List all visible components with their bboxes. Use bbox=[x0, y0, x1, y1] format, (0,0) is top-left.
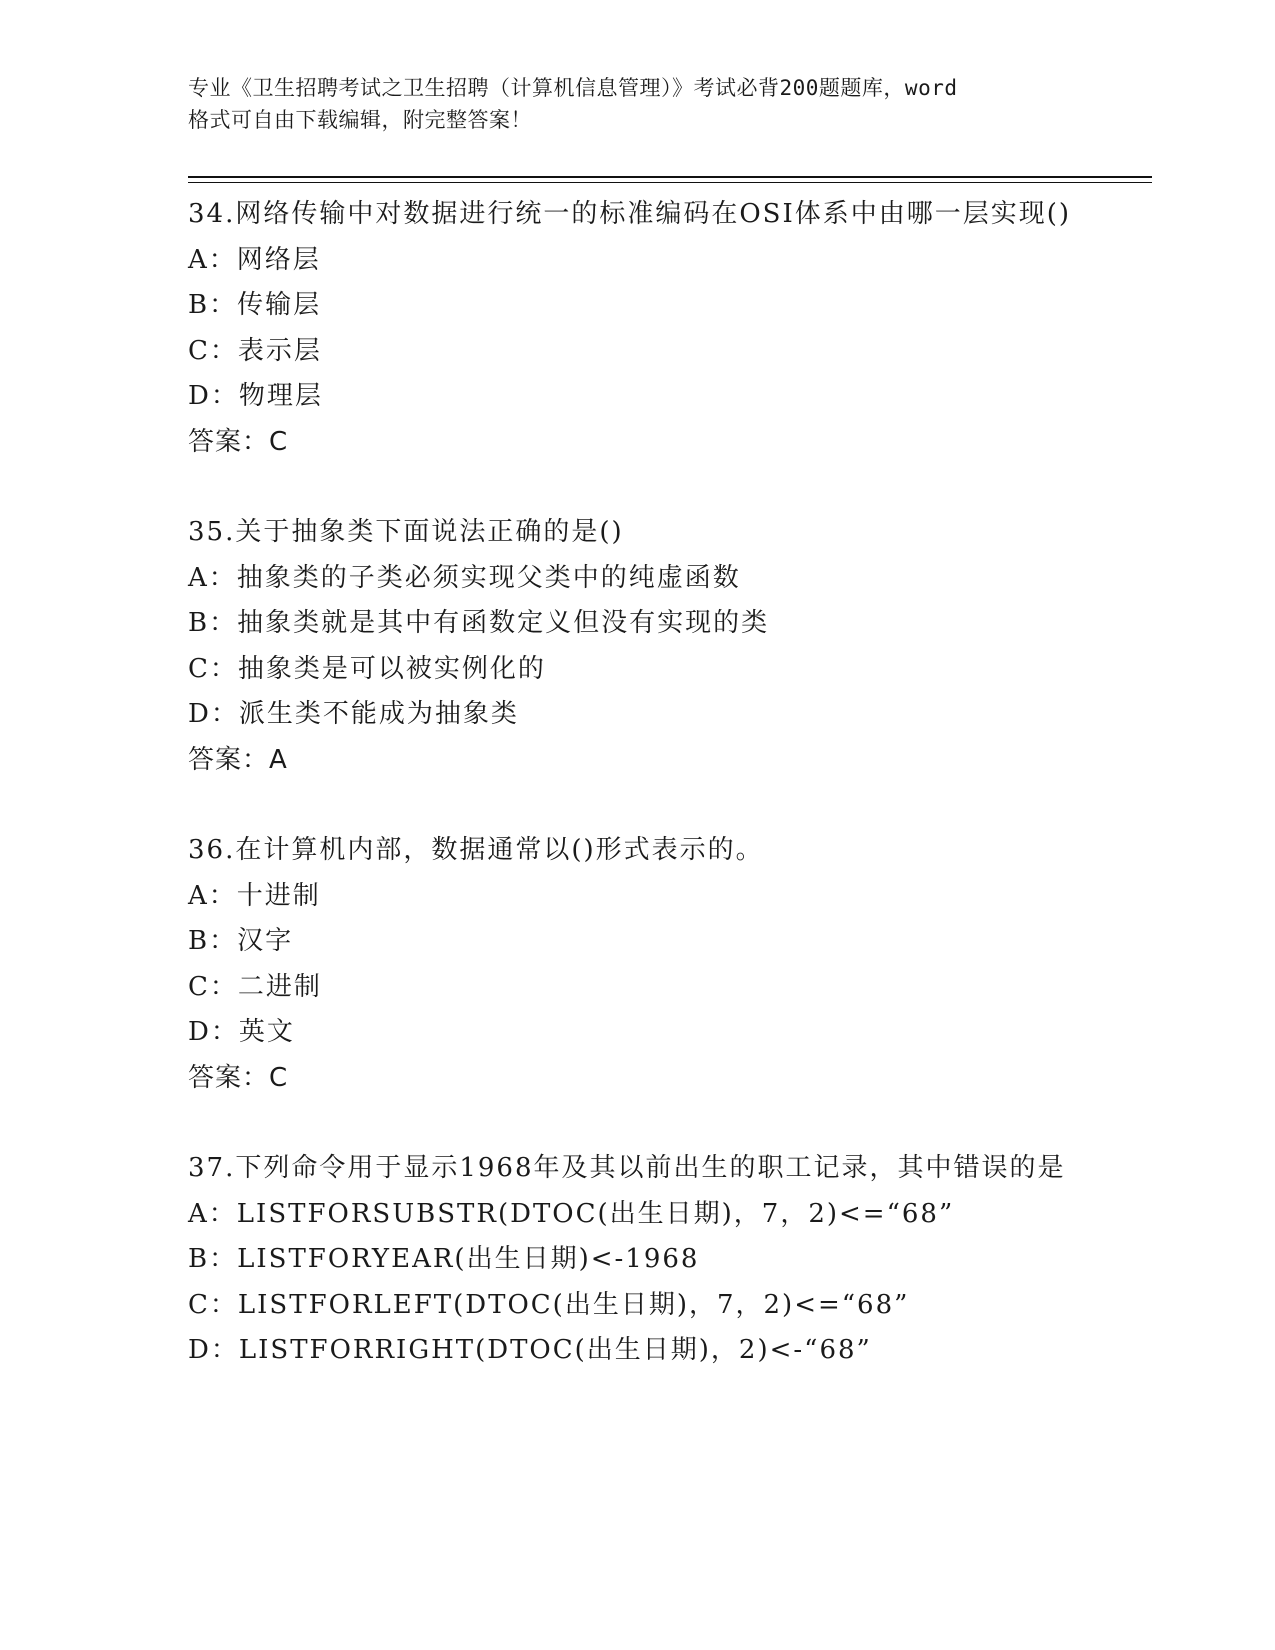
answer-line: 答案：A bbox=[188, 744, 288, 775]
header-line-1: 专业《卫生招聘考试之卫生招聘（计算机信息管理）》考试必背200题题库，word bbox=[188, 76, 958, 100]
option-a: A：十进制 bbox=[188, 880, 321, 911]
question-35 bbox=[188, 510, 1088, 783]
answer-line: 答案：C bbox=[188, 426, 289, 457]
header-line-2: 格式可自由下载编辑，附完整答案！ bbox=[188, 108, 532, 132]
option-c: C：二进制 bbox=[188, 971, 322, 1002]
option-a: A：网络层 bbox=[188, 244, 321, 275]
header-divider-thick bbox=[188, 176, 1152, 178]
option-c: C：表示层 bbox=[188, 335, 322, 366]
document-header bbox=[188, 72, 1088, 136]
question-34 bbox=[188, 192, 1088, 465]
option-b: B：传输层 bbox=[188, 290, 322, 320]
option-a: A：抽象类的子类必须实现父类中的纯虚函数 bbox=[188, 562, 741, 593]
option-d: D：派生类不能成为抽象类 bbox=[188, 699, 519, 729]
header-divider-thin bbox=[188, 182, 1152, 183]
answer-line: 答案：C bbox=[188, 1062, 289, 1093]
option-d: D：英文 bbox=[188, 1017, 295, 1047]
option-b: B：LISTFORYEAR(出生日期)<-1968 bbox=[188, 1244, 700, 1274]
question-text: 37.下列命令用于显示1968年及其以前出生的职工记录，其中错误的是 bbox=[188, 1153, 1066, 1183]
option-c: C：LISTFORLEFT(DTOC(出生日期)，7，2)<=“68” bbox=[188, 1289, 910, 1320]
option-c: C：抽象类是可以被实例化的 bbox=[188, 653, 546, 684]
question-text: 36.在计算机内部，数据通常以()形式表示的。 bbox=[188, 835, 764, 865]
option-d: D：LISTFORRIGHT(DTOC(出生日期)，2)<-“68” bbox=[188, 1335, 872, 1365]
option-b: B：抽象类就是其中有函数定义但没有实现的类 bbox=[188, 608, 770, 638]
question-37 bbox=[188, 1146, 1088, 1374]
option-d: D：物理层 bbox=[188, 381, 323, 411]
question-list bbox=[188, 192, 1088, 1374]
option-b: B：汉字 bbox=[188, 926, 294, 956]
option-a: A：LISTFORSUBSTR(DTOC(出生日期)，7，2)<=“68” bbox=[188, 1198, 955, 1229]
question-text: 34.网络传输中对数据进行统一的标准编码在OSI体系中由哪一层实现() bbox=[188, 199, 1072, 229]
question-36 bbox=[188, 828, 1088, 1101]
question-text: 35.关于抽象类下面说法正确的是() bbox=[188, 517, 624, 547]
